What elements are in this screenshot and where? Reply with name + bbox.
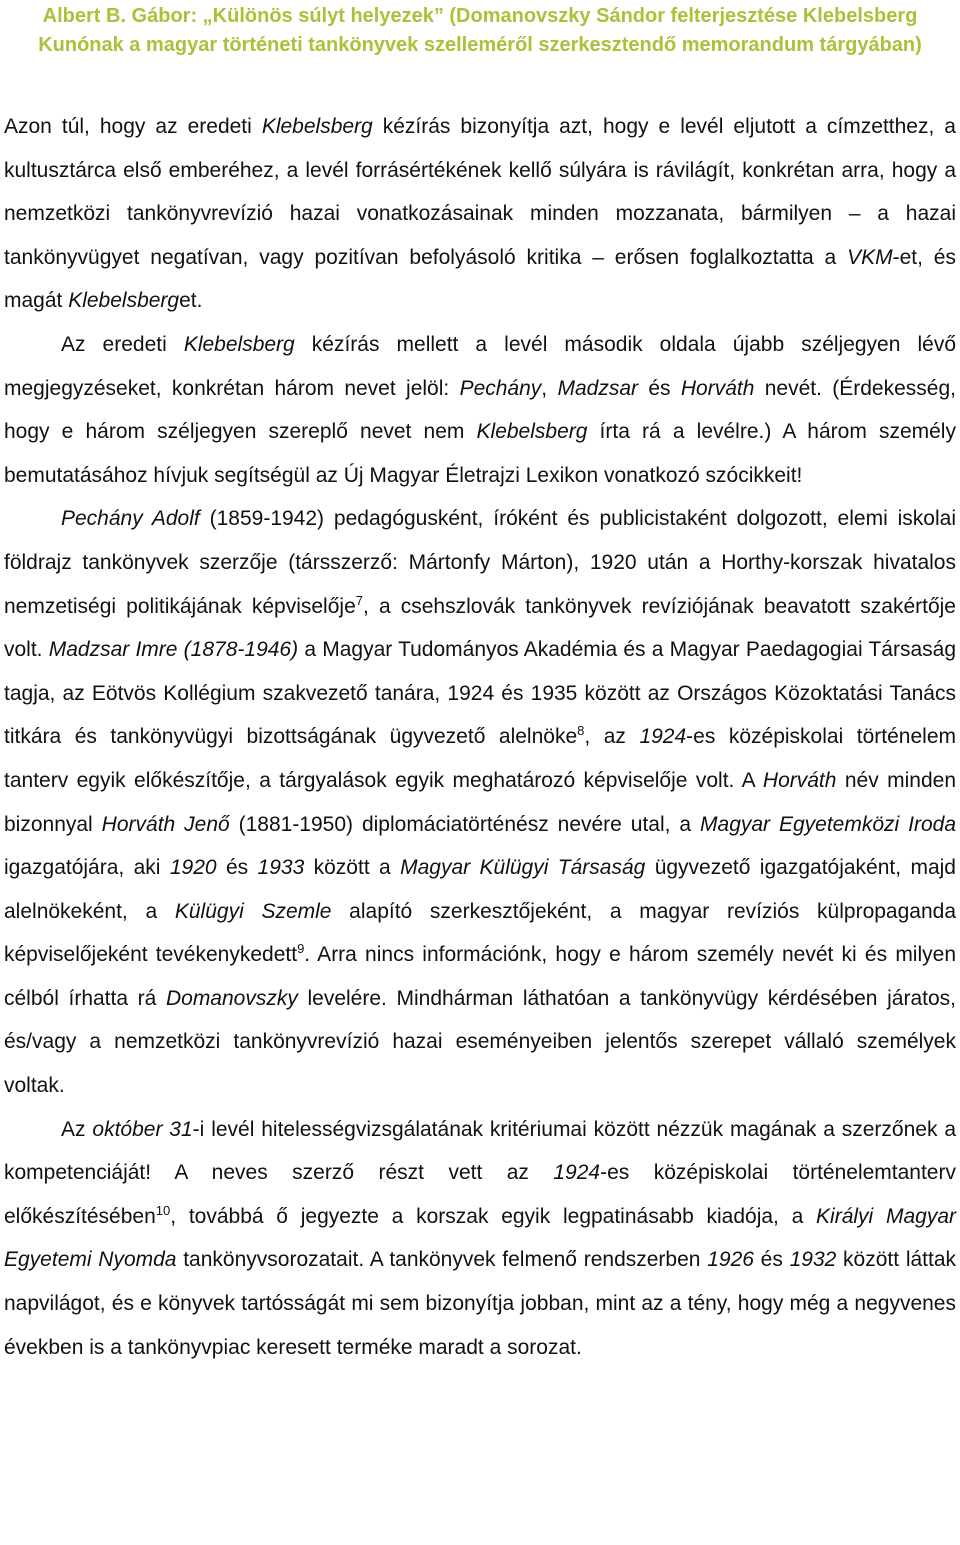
emphasis-text: Klebelsberg — [261, 115, 373, 138]
text-run: -i levél hitelességvizsgálatának kritériumai között nézzük magának a szerzőnek a kompetenciáját! A neves szerző részt vett az — [4, 1117, 957, 1185]
text-run: a Magyar Tudományos Akadémia és a Magyar Paedagogiai Társaság tagja, az Eötvös Kollégium szakvezető tanára, 1924 és 1935 között az Országos Közoktatási Tanács titkára és tankönyvügyi bizottságának ügyvezető alelnöke — [4, 638, 956, 749]
text-run: Az — [61, 1117, 93, 1141]
emphasis-text: Madzsar — [557, 376, 638, 400]
emphasis-text: Külügyi Szemle — [174, 899, 332, 923]
text-run: . Arra nincs információnk, hogy e három személy nevét ki és milyen célból írhatta rá — [4, 943, 956, 1010]
text-run: , továbbá ő jegyezte a korszak egyik legpatinásabb kiadója, a — [170, 1204, 817, 1228]
emphasis-text: Horváth — [680, 376, 755, 400]
text-run: , a csehszlovák tankönyvek revíziójának beavatott szakértője volt. — [4, 594, 956, 662]
footnote-ref: 8 — [577, 723, 585, 739]
paragraph — [4, 1108, 956, 1370]
paragraph — [4, 105, 956, 323]
text-run: név minden bizonnyal — [4, 768, 957, 836]
header-line-1: Albert B. Gábor: „Különös súlyt helyezek” (Domanovszky Sándor felterjesztése Klebelsberg — [42, 5, 918, 27]
footnote-ref: 9 — [297, 941, 305, 957]
text-run: igazgatójára, aki — [4, 856, 170, 880]
emphasis-text: Királyi Magyar Egyetemi Nyomda — [4, 1204, 956, 1272]
text-run: Azon túl, hogy az eredeti — [4, 115, 262, 138]
emphasis-text: Horváth — [762, 768, 837, 792]
text-run: Az eredeti — [61, 332, 184, 356]
emphasis-text: Pechány — [459, 376, 542, 400]
emphasis-text: Magyar Külügyi Társaság — [400, 856, 646, 880]
emphasis-text: Magyar Egyetemközi Iroda — [700, 812, 956, 836]
emphasis-text: Klebelsberg — [68, 289, 180, 313]
emphasis-text: Klebelsberg — [183, 332, 295, 356]
text-run: és — [638, 376, 681, 400]
text-run: között a — [304, 856, 401, 880]
text-run: (1859-1942) pedagógusként, íróként és publicistaként dolgozott, elemi iskolai földrajz tankönyvek szerzője (társszerző: Mártonfy Márton), 1920 után a Horthy-korszak hivatalos nemzetiségi politikájának képviselője — [4, 507, 956, 618]
text-run: -es középiskolai történelemtanterv előkészítésében — [4, 1161, 956, 1228]
text-run: -es középiskolai történelem tanterv egyik előkészítője, a tárgyalások egyik meghatározó képviselője volt. A — [4, 725, 956, 792]
text-run: írta rá a levélre.) A három személy bemutatásához hívjuk segítségül az Új Magyar Életrajzi Lexikon vonatkozó szócikkeit! — [4, 420, 956, 487]
footnote-ref: 10 — [155, 1202, 171, 1218]
emphasis-text: VKM — [847, 245, 893, 269]
text-run: kézírás mellett a levél második oldala újabb széljegyen lévő megjegyzéseket, konkrétan három nevet jelöl: — [4, 332, 956, 400]
text-run: (1881-1950) diplomáciatörténész nevére utal, a — [229, 812, 701, 836]
emphasis-text: Klebelsberg — [476, 420, 588, 444]
emphasis-text: 1924 — [553, 1161, 601, 1185]
text-run: között láttak napvilágot, és e könyvek tartósságát mi sem bizonyítja jobban, mint az a tény, hogy még a negyvenes években is a tankönyvpiac keresett terméke maradt a sorozat. — [4, 1248, 957, 1359]
emphasis-text: Domanovszky — [165, 986, 298, 1010]
emphasis-text: 1924 — [639, 725, 687, 749]
text-run: kézírás bizonyítja azt, hogy e levél eljutott a címzetthez, a kultusztárca első emberéhez, a levél forrásértékének kellő súlyára is rávilágít, konkrétan arra, hogy a nemzetközi tankönyvrevízió hazai vonatkozásainak minden mozzanata, bármilyen – a hazai tankönyvügyet negatívan, vagy pozitívan befolyásoló kritika – erősen foglalkoztatta a — [4, 115, 956, 269]
emphasis-text: Madzsar Imre (1878-1946) — [48, 638, 299, 662]
text-run: nevét. (Érdekesség, hogy e három széljegyen szereplő nevet nem — [4, 376, 956, 444]
page-header — [0, 2, 960, 60]
emphasis-text: 1932 — [789, 1248, 837, 1272]
header-line-2: Kunónak a magyar történeti tankönyvek szelleméről szerkesztendő memorandum tárgyában) — [38, 34, 922, 56]
paragraph — [4, 497, 956, 1107]
text-run: -et, és magát — [4, 245, 956, 313]
text-run: et. — [179, 289, 203, 313]
document-body — [4, 105, 956, 1369]
emphasis-text: 1926 — [707, 1248, 754, 1272]
text-run: levelére. Mindhárman láthatóan a tankönyvügy kérdésében járatos, és/vagy a nemzetközi tankönyvrevízió hazai eseményeiben jelentős szerepet vállaló személyek voltak. — [4, 986, 956, 1098]
footnote-ref: 7 — [355, 592, 363, 608]
emphasis-text: október 31 — [92, 1117, 193, 1141]
emphasis-text: 1933 — [257, 856, 305, 880]
emphasis-text: Pechány Adolf — [61, 507, 200, 531]
text-run: , — [541, 376, 558, 400]
emphasis-text: Horváth Jenő — [101, 812, 230, 836]
text-run: alapító szerkesztőjeként, a magyar revíziós külpropaganda képviselőjeként tevékenykedett — [4, 899, 956, 967]
text-run: és — [753, 1248, 790, 1272]
text-run: tankönyvsorozatait. A tankönyvek felmenő rendszerben — [176, 1248, 708, 1272]
text-run: , az — [584, 725, 640, 749]
text-run: ügyvezető igazgatójaként, majd alelnökeként, a — [4, 856, 956, 923]
paragraph — [4, 323, 956, 497]
emphasis-text: 1920 — [169, 856, 217, 880]
text-run: és — [216, 856, 258, 880]
